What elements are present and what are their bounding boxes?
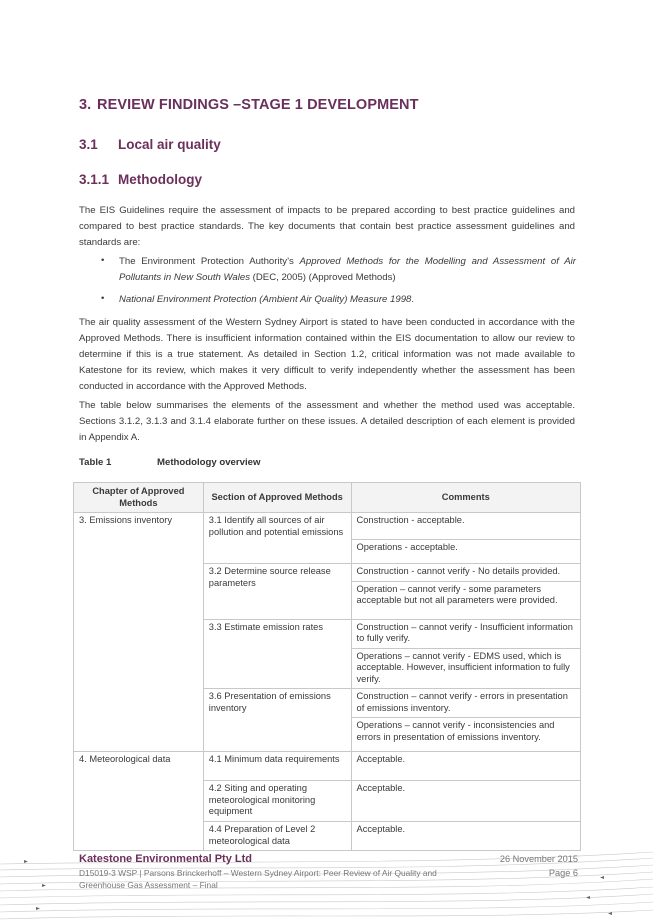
- table-header-row: [74, 483, 581, 513]
- subsection-heading: [79, 137, 221, 152]
- table-caption-text: Methodology overview: [157, 457, 261, 468]
- footer-document-line: D15019-3 WSP | Parsons Brinckerhoff – Western Sydney Airport: Peer Review of Air Quality and: [79, 868, 437, 878]
- comment-cell: Operations - acceptable.: [351, 540, 580, 564]
- subsection-title: Local air quality: [118, 137, 221, 152]
- methodology-table: [73, 482, 581, 851]
- comment-cell: Operations – cannot verify - EDMS used, which is acceptable. However, insufficient information to fully verify.: [351, 648, 580, 689]
- footer-company: Katestone Environmental Pty Ltd: [79, 853, 252, 865]
- bullet-item: The Environment Protection Authority’s Approved Methods for the Modelling and Assessment of Air Pollutants in New South Wales (DEC, 2005) (Approved Methods): [119, 256, 576, 283]
- section-cell: 3.1 Identify all sources of air pollution and potential emissions: [203, 513, 351, 564]
- intro-paragraph: The EIS Guidelines require the assessment of impacts to be prepared according to best practice guidelines and compared to best practice standards. The key documents that contain best practice assessment guidelines and standards are:: [79, 205, 575, 248]
- section-title: REVIEW FINDINGS –STAGE 1 DEVELOPMENT: [97, 97, 419, 113]
- subsubsection-number: 3.1.1: [79, 172, 110, 187]
- bullet-item: National Environment Protection (Ambient Air Quality) Measure 1998.: [119, 294, 415, 305]
- section-cell: 4.4 Preparation of Level 2 meteorological data: [203, 822, 351, 851]
- comment-cell: Acceptable.: [351, 822, 580, 851]
- table-caption: [79, 457, 260, 468]
- comment-cell: Acceptable.: [351, 781, 580, 822]
- subsubsection-heading: [79, 172, 202, 187]
- table-row: [74, 752, 581, 781]
- comment-cell: Construction - acceptable.: [351, 513, 580, 540]
- table-intro-paragraph: The table below summarises the elements of the assessment and whether the method used was acceptable. Sections 3.1.2, 3.1.3 and 3.1.4 elaborate further on these issues. A detailed description of each element is provided in Appendix A.: [79, 400, 575, 443]
- section-heading: [79, 97, 419, 113]
- comment-cell: Construction – cannot verify - Insufficient information to fully verify.: [351, 619, 580, 648]
- section-number: 3.: [79, 97, 92, 113]
- section-cell: 3.6 Presentation of emissions inventory: [203, 689, 351, 752]
- footer-date: 26 November 2015: [499, 854, 578, 864]
- subsection-number: 3.1: [79, 137, 98, 152]
- comment-cell: Construction - cannot verify - No details provided.: [351, 564, 580, 582]
- section-cell: 3.3 Estimate emission rates: [203, 619, 351, 689]
- bullet-marker: •: [101, 293, 105, 304]
- bullet-marker: •: [101, 255, 105, 266]
- header-comments: Comments: [351, 483, 580, 513]
- table-row: [74, 619, 581, 648]
- chapter-cell: 3. Emissions inventory: [74, 513, 204, 540]
- table-row: [74, 781, 581, 822]
- page-number: Page 6: [548, 868, 578, 878]
- comment-cell: Operations – cannot verify - inconsistencies and errors in presentation of emissions inventory.: [351, 718, 580, 752]
- comment-cell: Operation – cannot verify - some parameters acceptable but not all parameters were provided.: [351, 581, 580, 619]
- table-label: Table 1: [79, 457, 112, 468]
- table-row: [74, 689, 581, 718]
- comment-cell: Construction – cannot verify - errors in presentation of emissions inventory.: [351, 689, 580, 718]
- table-row: [74, 513, 581, 540]
- subsubsection-title: Methodology: [118, 172, 202, 187]
- table-row: [74, 564, 581, 582]
- chapter-cell: 4. Meteorological data: [74, 752, 204, 781]
- section-cell: 3.2 Determine source release parameters: [203, 564, 351, 620]
- footer-document-line-2: Greenhouse Gas Assessment – Final: [79, 880, 218, 890]
- comment-cell: Acceptable.: [351, 752, 580, 781]
- section-cell: 4.2 Siting and operating meteorological monitoring equipment: [203, 781, 351, 822]
- header-section: Section of Approved Methods: [203, 483, 351, 513]
- assessment-paragraph: The air quality assessment of the Western Sydney Airport is stated to have been conducted in accordance with the Approved Methods. There is insufficient information contained within the EIS documentation to allow our review to determine if this is a true statement. As detailed in Section 1.2, critical information was not made available to Katestone for its review, which makes it very difficult to verify independently whether the assessment has been conducted in accordance with the Approved Methods.: [79, 317, 575, 392]
- section-cell: 4.1 Minimum data requirements: [203, 752, 351, 781]
- header-chapter: Chapter of Approved Methods: [74, 483, 204, 513]
